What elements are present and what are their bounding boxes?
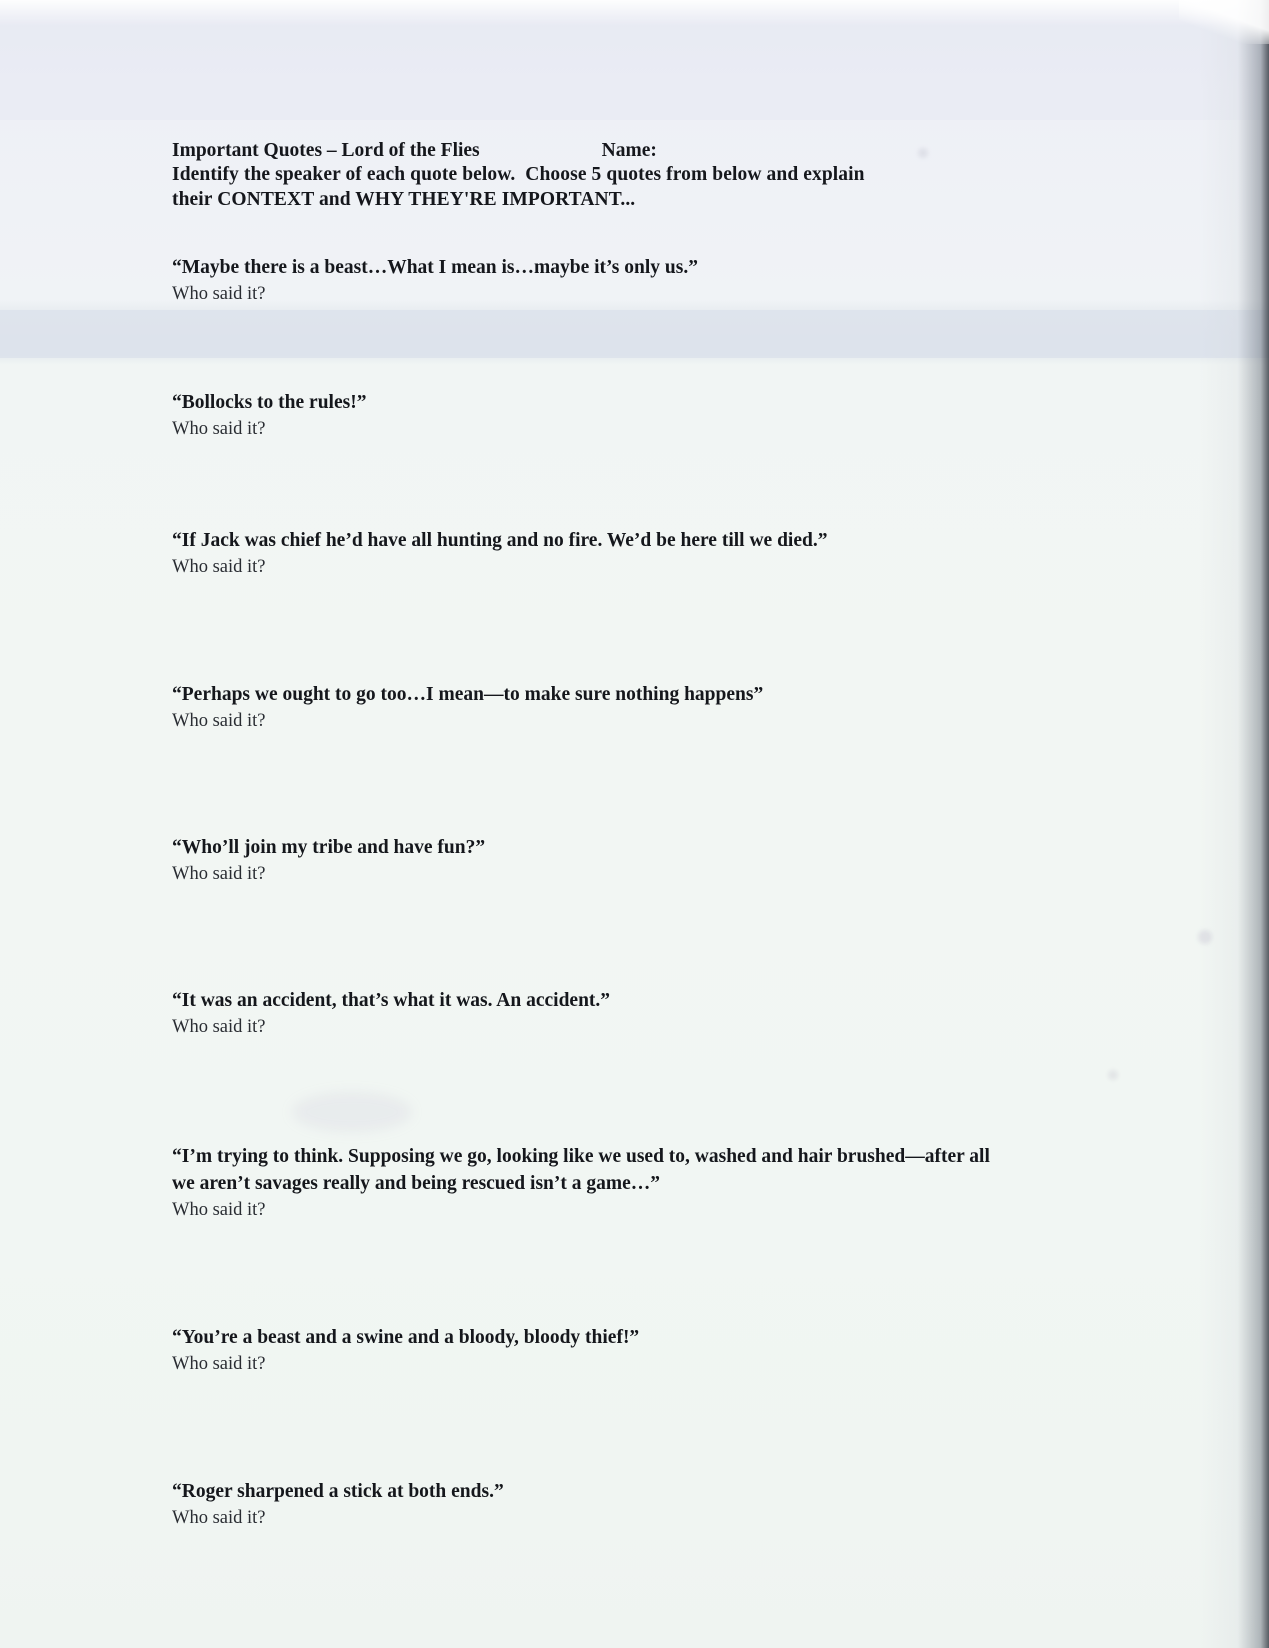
quote-text: “Maybe there is a beast…What I mean is…maybe it’s only us.” xyxy=(172,257,698,278)
who-said-it-prompt: Who said it? xyxy=(172,557,266,577)
who-said-it-prompt: Who said it? xyxy=(172,864,266,884)
quote-block xyxy=(172,1143,1032,1223)
quote-text: “Bollocks to the rules!” xyxy=(172,392,367,413)
paper-speck xyxy=(1108,1070,1118,1080)
quote-block xyxy=(172,1478,1032,1531)
quote-block xyxy=(172,1324,1032,1377)
quote-block xyxy=(172,834,1032,887)
worksheet-content xyxy=(172,140,1032,1531)
quote-block xyxy=(172,987,1032,1040)
quote-block xyxy=(172,389,1032,442)
quote-block xyxy=(172,681,1032,734)
scan-band-top xyxy=(0,0,1269,120)
instructions-line-2: their CONTEXT and WHY THEY'RE IMPORTANT... xyxy=(172,189,636,210)
quote-block xyxy=(172,527,1032,580)
who-said-it-prompt: Who said it? xyxy=(172,711,266,731)
quote-text: “It was an accident, that’s what it was. An accident.” xyxy=(172,990,611,1011)
who-said-it-prompt: Who said it? xyxy=(172,1200,266,1220)
who-said-it-prompt: Who said it? xyxy=(172,1508,266,1528)
name-field-label: Name: xyxy=(601,140,657,161)
instructions-line-1: Identify the speaker of each quote below. Choose 5 quotes from below and explain xyxy=(172,164,865,185)
quote-text: “You’re a beast and a swine and a bloody, bloody thief!” xyxy=(172,1327,640,1348)
quote-text: “Roger sharpened a stick at both ends.” xyxy=(172,1481,504,1502)
quote-text: “I’m trying to think. Supposing we go, looking like we used to, washed and hair brushed—after all we aren’t savages really and being rescued isn’t a game…” xyxy=(172,1146,990,1194)
who-said-it-prompt: Who said it? xyxy=(172,419,266,439)
who-said-it-prompt: Who said it? xyxy=(172,1017,266,1037)
quote-block xyxy=(172,254,1032,307)
scan-shadow-right-edge xyxy=(1199,0,1269,1648)
quote-text: “Perhaps we ought to go too…I mean—to make sure nothing happens” xyxy=(172,684,764,705)
who-said-it-prompt: Who said it? xyxy=(172,1354,266,1374)
worksheet-header-row xyxy=(172,140,1032,162)
scan-highlight-top xyxy=(0,0,1269,26)
paper-speck xyxy=(1198,930,1212,944)
who-said-it-prompt: Who said it? xyxy=(172,284,266,304)
scan-corner-highlight xyxy=(1179,0,1269,44)
page-title: Important Quotes – Lord of the Flies xyxy=(172,140,480,161)
quote-text: “Who’ll join my tribe and have fun?” xyxy=(172,837,486,858)
quote-text: “If Jack was chief he’d have all hunting and no fire. We’d be here till we died.” xyxy=(172,530,828,551)
